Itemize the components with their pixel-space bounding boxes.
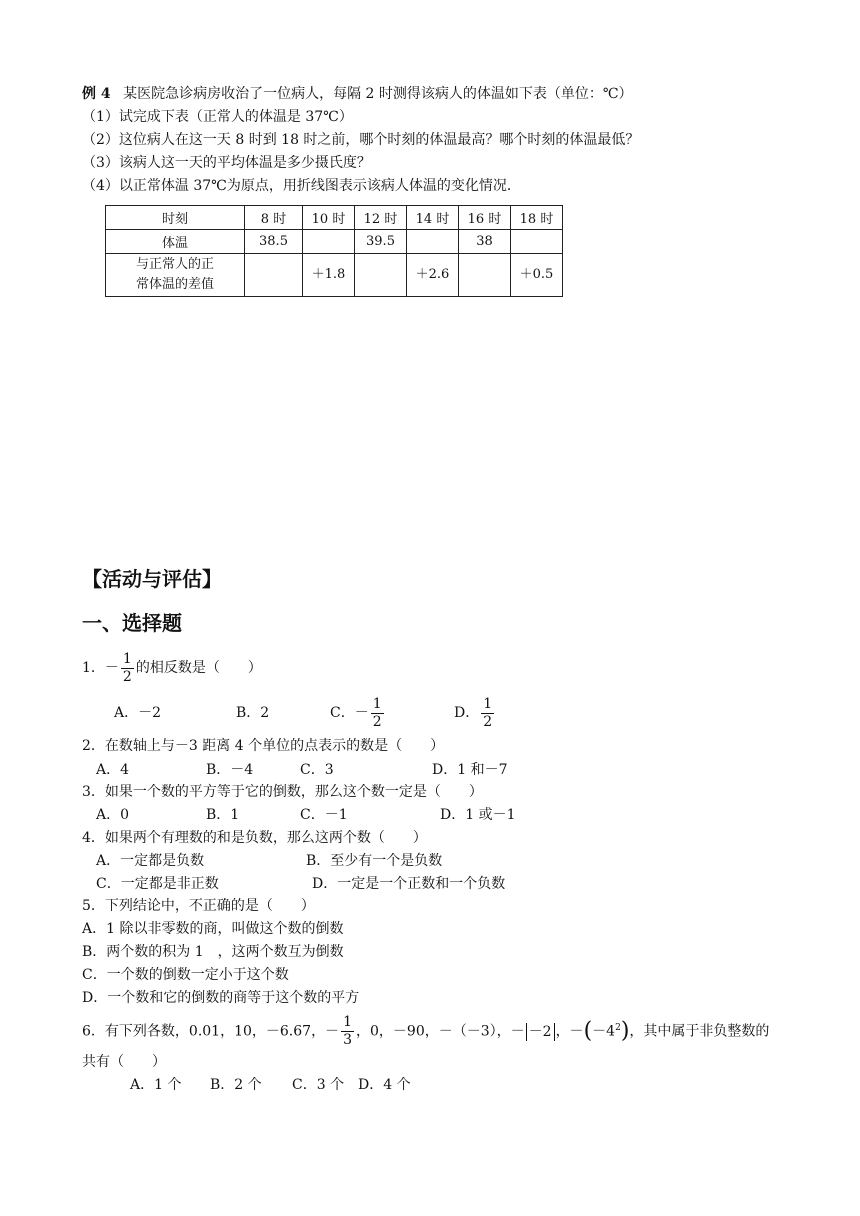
table-row <box>106 230 563 254</box>
q6-part4: ，其中属于非负整数的 <box>629 1023 770 1040</box>
q6-option-a: A．1 个 <box>130 1077 182 1093</box>
table-cell <box>245 254 303 297</box>
q6-right-paren: ) <box>620 1018 630 1044</box>
table-cell <box>407 230 459 254</box>
table-cell: 10 时 <box>303 206 355 230</box>
temperature-table <box>105 205 563 297</box>
example-part-4: （4）以正常体温 37℃为原点，用折线图表示该病人体温的变化情况． <box>82 178 521 194</box>
q6-fraction <box>341 1014 354 1049</box>
example-part-3: （3）该病人这一天的平均体温是多少摄氏度？ <box>82 155 371 171</box>
q1-d-label: D． <box>454 705 480 721</box>
q4-option-d: D．一定是一个正数和一个负数 <box>312 876 506 892</box>
subsection-heading: 一、选择题 <box>82 611 182 635</box>
q1-frac-den: 2 <box>122 668 132 685</box>
q2-option-d: D．1 和－7 <box>432 762 508 778</box>
q6-option-b: B．2 个 <box>210 1077 262 1093</box>
question-2-stem: 2．在数轴上与－3 距离 4 个单位的点表示的数是（ ） <box>82 738 445 754</box>
example-title-line <box>82 84 633 104</box>
table-cell: 38.5 <box>245 230 303 254</box>
q5-option-a: A．1 除以非零数的商，叫做这个数的倒数 <box>82 921 344 937</box>
table-cell <box>303 230 355 254</box>
q5-option-c: C．一个数的倒数一定小于这个数 <box>82 967 289 983</box>
q1-option-a: A．－2 <box>114 705 162 721</box>
example-part-1: （1）试完成下表（正常人的体温是 37℃） <box>82 109 353 125</box>
question-4-stem: 4．如果两个有理数的和是负数，那么这两个数（ ） <box>82 830 427 846</box>
q6-pow-exp: 2 <box>615 1023 621 1033</box>
table-row <box>106 206 563 230</box>
q1-c-label: C．－ <box>330 705 369 721</box>
table-cell: 18 时 <box>511 206 563 230</box>
q1-d-fraction <box>481 696 494 731</box>
q1-suffix: 的相反数是（ ） <box>135 660 262 676</box>
q6-left-paren: ( <box>583 1018 593 1044</box>
q4-option-c: C．一定都是非正数 <box>96 876 219 892</box>
table-cell: 8 时 <box>245 206 303 230</box>
q1-c-num: 1 <box>372 695 382 712</box>
question-3-stem: 3．如果一个数的平方等于它的倒数，那么这个数一定是（ ） <box>82 784 483 800</box>
q1-prefix: 1． <box>82 660 105 676</box>
q6-part1: 6．有下列各数，0.01，10，－6.67，－ <box>82 1023 340 1040</box>
table-cell: 12 时 <box>355 206 407 230</box>
table-cell: 14 时 <box>407 206 459 230</box>
q6-frac-num: 1 <box>343 1014 352 1031</box>
q5-option-b: B．两个数的积为 1 ，这两个数互为倒数 <box>82 944 344 960</box>
q6-absolute-value: －2 <box>526 1023 555 1041</box>
diff-label-line1: 与正常人的正 <box>135 257 214 272</box>
table-row <box>106 254 563 297</box>
q2-option-c: C．3 <box>300 762 334 778</box>
q1-fraction <box>121 651 134 686</box>
q3-option-b: B．1 <box>206 807 240 823</box>
table-cell: 16 时 <box>459 206 511 230</box>
table-cell: 39.5 <box>355 230 407 254</box>
q2-option-a: A．4 <box>96 762 130 778</box>
table-cell: ＋0.5 <box>511 254 563 297</box>
table-cell: ＋2.6 <box>407 254 459 297</box>
table-cell <box>459 254 511 297</box>
question-5-stem: 5．下列结论中，不正确的是（ ） <box>82 898 315 914</box>
q6-part3: ，－ <box>555 1023 584 1040</box>
table-cell: 38 <box>459 230 511 254</box>
q1-d-num: 1 <box>483 695 493 712</box>
table-cell: 时刻 <box>106 206 245 230</box>
q6-option-d: D．4 个 <box>358 1077 411 1093</box>
question-1-stem <box>82 648 262 688</box>
example-text: 某医院急诊病房收治了一位病人，每隔 2 时测得该病人的体温如下表（单位：℃） <box>123 86 633 102</box>
q5-option-d: D．一个数和它的倒数的商等于这个数的平方 <box>82 990 360 1006</box>
q3-option-d: D．1 或－1 <box>440 807 516 823</box>
q4-option-b: B．至少有一个是负数 <box>306 853 443 869</box>
q3-option-c: C．－1 <box>300 807 348 823</box>
q6-frac-den: 3 <box>343 1032 352 1049</box>
table-cell: ＋1.8 <box>303 254 355 297</box>
q6-part2: ，0，－90，－（－3），－ <box>356 1023 525 1040</box>
example-label: 例 4 <box>82 86 111 102</box>
q4-option-a: A．一定都是负数 <box>96 853 205 869</box>
table-cell <box>355 254 407 297</box>
q1-c-den: 2 <box>372 713 382 730</box>
table-cell <box>106 254 245 297</box>
q3-option-a: A．0 <box>96 807 130 823</box>
q1-minus: － <box>104 660 119 676</box>
q1-c-fraction <box>371 696 384 731</box>
example-part-2: （2）这位病人在这一天 8 时到 18 时之前，哪个时刻的体温最高？哪个时刻的体温最低？ <box>82 132 640 148</box>
q1-option-d <box>454 693 496 733</box>
table-cell <box>511 230 563 254</box>
diff-label-line2: 常体温的差值 <box>135 277 214 292</box>
q1-d-den: 2 <box>483 713 493 730</box>
q6-option-c: C．3 个 <box>292 1077 345 1093</box>
table-cell: 体温 <box>106 230 245 254</box>
question-6-stem <box>82 1008 769 1052</box>
q1-option-c <box>330 693 386 733</box>
q6-line2: 共有（ ） <box>82 1054 166 1070</box>
q1-option-b: B．2 <box>236 705 270 721</box>
q6-pow-base: －4 <box>592 1023 616 1040</box>
q2-option-b: B．－4 <box>206 762 254 778</box>
section-heading: 【活动与评估】 <box>82 567 222 591</box>
q1-frac-num: 1 <box>122 650 132 667</box>
